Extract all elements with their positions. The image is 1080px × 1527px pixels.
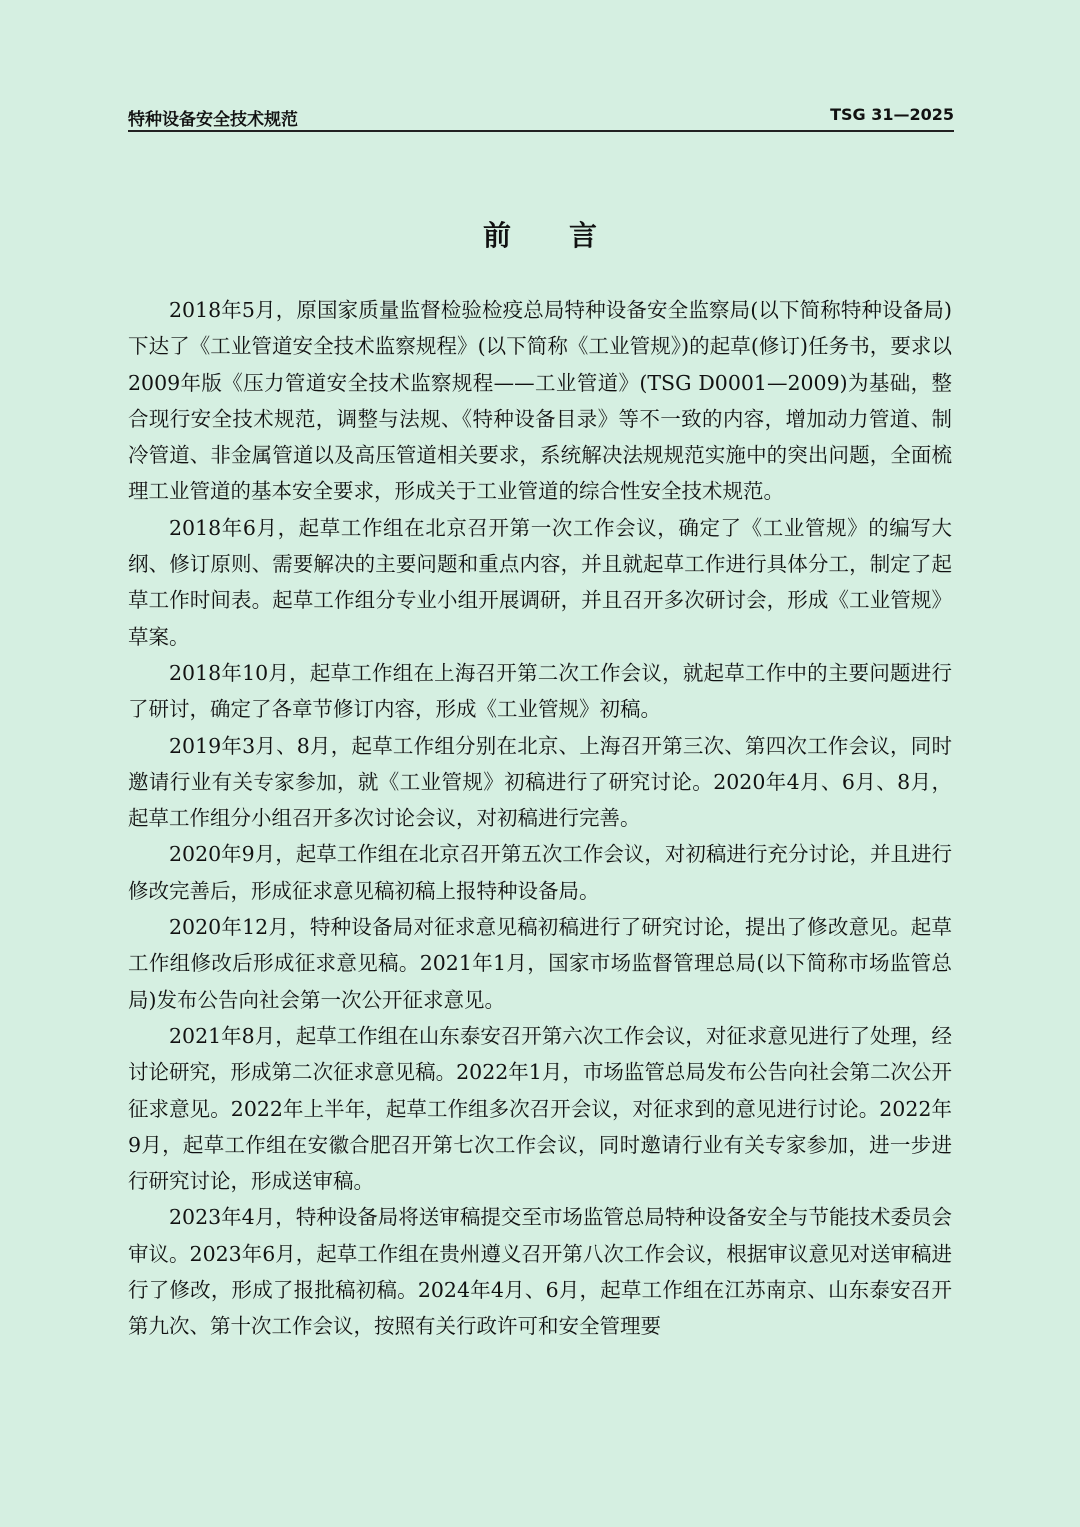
paragraph: 2020年9月，起草工作组在北京召开第五次工作会议，对初稿进行充分讨论，并且进行修改完善后，形成征求意见稿初稿上报特种设备局。 <box>128 842 952 903</box>
page-header <box>128 100 954 132</box>
paragraph: 2020年12月，特种设备局对征求意见稿初稿进行了研究讨论，提出了修改意见。起草工作组修改后形成征求意见稿。2021年1月，国家市场监督管理总局(以下简称市场监管总局)发布公告向社会第一次公开征求意见。 <box>128 915 952 1012</box>
paragraph: 2018年10月，起草工作组在上海召开第二次工作会议，就起草工作中的主要问题进行了研讨，确定了各章节修订内容，形成《工业管规》初稿。 <box>128 660 952 722</box>
paragraph: 2018年5月，原国家质量监督检验检疫总局特种设备安全监察局(以下简称特种设备局)下达了《工业管道安全技术监察规程》(以下简称《工业管规》)的起草(修订)任务书，要求以2009年版《压力管道安全技术监察规程——工业管道》(TSG D0001—2009)为基础，整合现行安全技术规范，调整与法规、《特种设备目录》等不一致的内容，增加动力管道、制冷管道、非金属管道以及高压管道相关要求，系统解决法规规范实施中的突出问题，全面梳理工业管道的基本安全要求，形成关于工业管道的综合性安全技术规范。 <box>128 298 952 504</box>
header-standard-code: TSG 31—2025 <box>830 105 954 124</box>
header-series-title: 特种设备安全技术规范 <box>128 110 298 130</box>
paragraph: 2018年6月，起草工作组在北京召开第一次工作会议，确定了《工业管规》的编写大纲、修订原则、需要解决的主要问题和重点内容，并且就起草工作进行具体分工，制定了起草工作时间表。起草工作组分专业小组开展调研，并且召开多次研讨会，形成《工业管规》草案。 <box>128 515 952 649</box>
paragraph: 2019年3月、8月，起草工作组分别在北京、上海召开第三次、第四次工作会议，同时邀请行业有关专家参加，就《工业管规》初稿进行了研究讨论。2020年4月、6月、8月，起草工作组分小组召开多次讨论会议，对初稿进行完善。 <box>128 733 952 831</box>
section-title: 前言 <box>482 219 655 252</box>
paragraph: 2021年8月，起草工作组在山东泰安召开第六次工作会议，对征求意见进行了处理，经讨论研究，形成第二次征求意见稿。2022年1月，市场监管总局发布公告向社会第二次公开征求意见。2022年上半年，起草工作组多次召开会议，对征求到的意见进行讨论。2022年9月，起草工作组在安徽合肥召开第七次工作会议，同时邀请行业有关专家参加，进一步进行研究讨论，形成送审稿。 <box>128 1023 952 1194</box>
document-body <box>128 292 952 1345</box>
paragraph: 2023年4月，特种设备局将送审稿提交至市场监管总局特种设备安全与节能技术委员会审议。2023年6月，起草工作组在贵州遵义召开第八次工作会议，根据审议意见对送审稿进行了修改，形成了报批稿初稿。2024年4月、6月，起草工作组在江苏南京、山东泰安召开第九次、第十次工作会议，按照有关行政许可和安全管理要 <box>128 1205 952 1339</box>
